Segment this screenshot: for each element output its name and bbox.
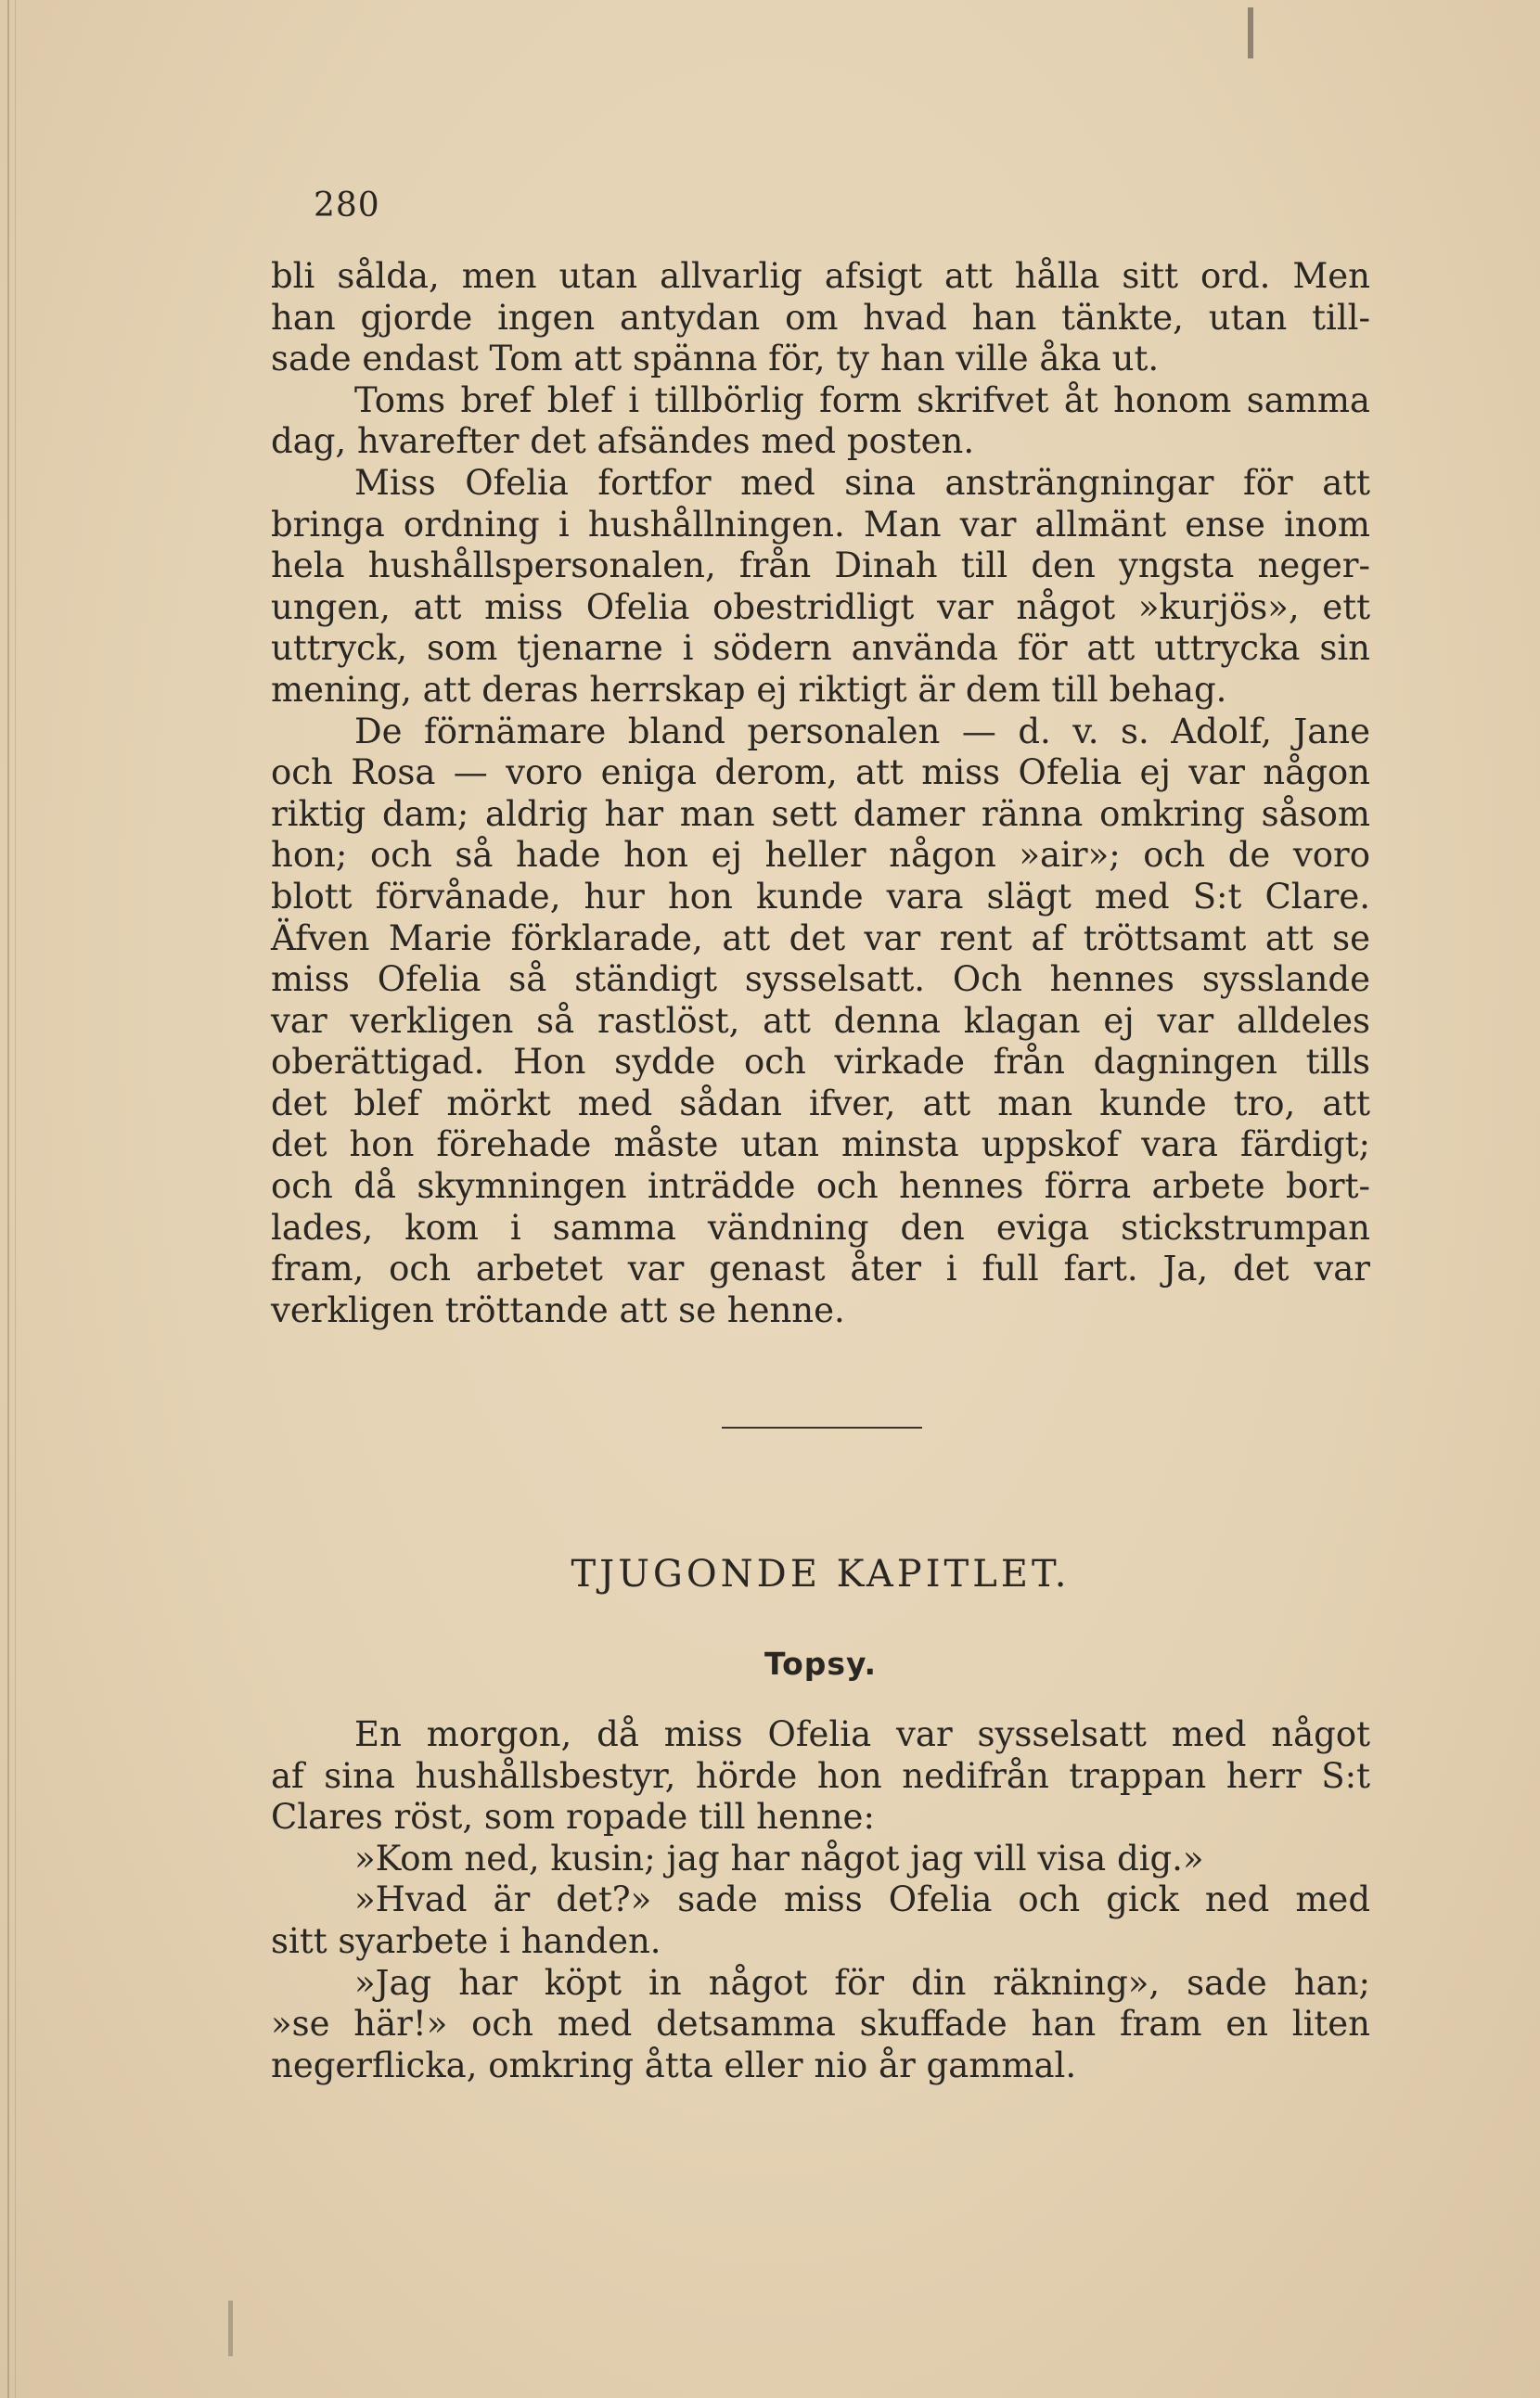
text-line: miss Ofelia så ständigt sysselsatt. Och hennes sysslande [271,959,1370,1000]
text-line: »Hvad är det?» sade miss Ofelia och gick ned med [354,1879,1370,1920]
text-line: De förnämare bland personalen — d. v. s. Adolf, Jane [354,711,1370,751]
text-line: och Rosa — voro eniga derom, att miss Ofelia ej var någon [271,752,1370,793]
text-line: Miss Ofelia fortfor med sina ansträngningar för att [354,462,1370,503]
text-line: negerflicka, omkring åtta eller nio år gammal. [271,2045,1077,2085]
text-line: mening, att deras herrskap ej riktigt är dem till behag. [271,669,1227,710]
text-line: blott förvånade, hur hon kunde vara slägt med S:t Clare. [271,876,1370,917]
text-line: bringa ordning i hushållningen. Man var allmänt ense inom [271,504,1370,545]
ink-smudge-top [1248,7,1253,58]
text-line: En morgon, då miss Ofelia var sysselsatt med något [354,1714,1370,1754]
text-line: uttryck, som tjenarne i södern använda för att uttrycka sin [271,628,1370,669]
text-line: riktig dam; aldrig har man sett damer ränna omkring såsom [271,793,1370,834]
page-number: 280 [314,186,380,224]
text-line: dag, hvarefter det afsändes med posten. [271,421,975,462]
text-line: sitt syarbete i handen. [271,1920,661,1961]
page-edge-shadow [7,0,9,2398]
paragraph-block-1 [271,256,1370,1331]
paragraph-block-2 [271,1714,1370,2086]
text-line: lades, kom i samma vändning den eviga stickstrumpan [271,1207,1370,1248]
text-line: »Kom ned, kusin; jag har något jag vill visa dig.» [354,1838,1204,1879]
text-line: var verkligen så rastlöst, att denna klagan ej var alldeles [271,1000,1370,1041]
text-line: »se här!» och med detsamma skuffade han fram en liten [271,2004,1370,2045]
text-line: hon; och så hade hon ej heller någon »air»; och de voro [271,835,1370,876]
text-line: oberättigad. Hon sydde och virkade från dagningen tills [271,1042,1370,1083]
text-line: Äfven Marie förklarade, att det var rent af tröttsamt att se [271,917,1370,958]
ink-smudge-bottom [228,2301,233,2356]
text-line: Clares röst, som ropade till henne: [271,1797,875,1838]
text-line: hela hushållspersonalen, från Dinah till den yngsta neger- [271,545,1370,586]
text-line: ungen, att miss Ofelia obestridligt var något »kurjös», ett [271,586,1370,627]
chapter-subtitle: Topsy. [764,1646,878,1682]
text-line: af sina hushållsbestyr, hörde hon nedifrån trappan herr S:t [271,1755,1370,1796]
text-line: bli sålda, men utan allvarlig afsigt att hålla sitt ord. Men [271,256,1370,296]
chapter-title: TJUGONDE KAPITLET. [571,1553,1071,1596]
text-line: Toms bref blef i tillbörlig form skrifvet åt honom samma [354,379,1370,420]
text-line: fram, och arbetet var genast åter i full fart. Ja, det var [271,1249,1370,1289]
text-line: »Jag har köpt in något för din räkning», sade han; [354,1962,1370,2003]
text-line: och då skymningen inträdde och hennes förra arbete bort- [271,1166,1370,1207]
page-edge-shadow-inner [15,0,16,2398]
text-line: verkligen tröttande att se henne. [271,1289,845,1330]
text-line: det blef mörkt med sådan ifver, att man kunde tro, att [271,1083,1370,1123]
text-line: det hon förehade måste utan minsta uppskof vara färdigt; [271,1124,1370,1165]
text-line: han gjorde ingen antydan om hvad han tänkte, utan till- [271,297,1370,338]
section-divider [722,1427,922,1429]
text-line: sade endast Tom att spänna för, ty han ville åka ut. [271,339,1160,379]
